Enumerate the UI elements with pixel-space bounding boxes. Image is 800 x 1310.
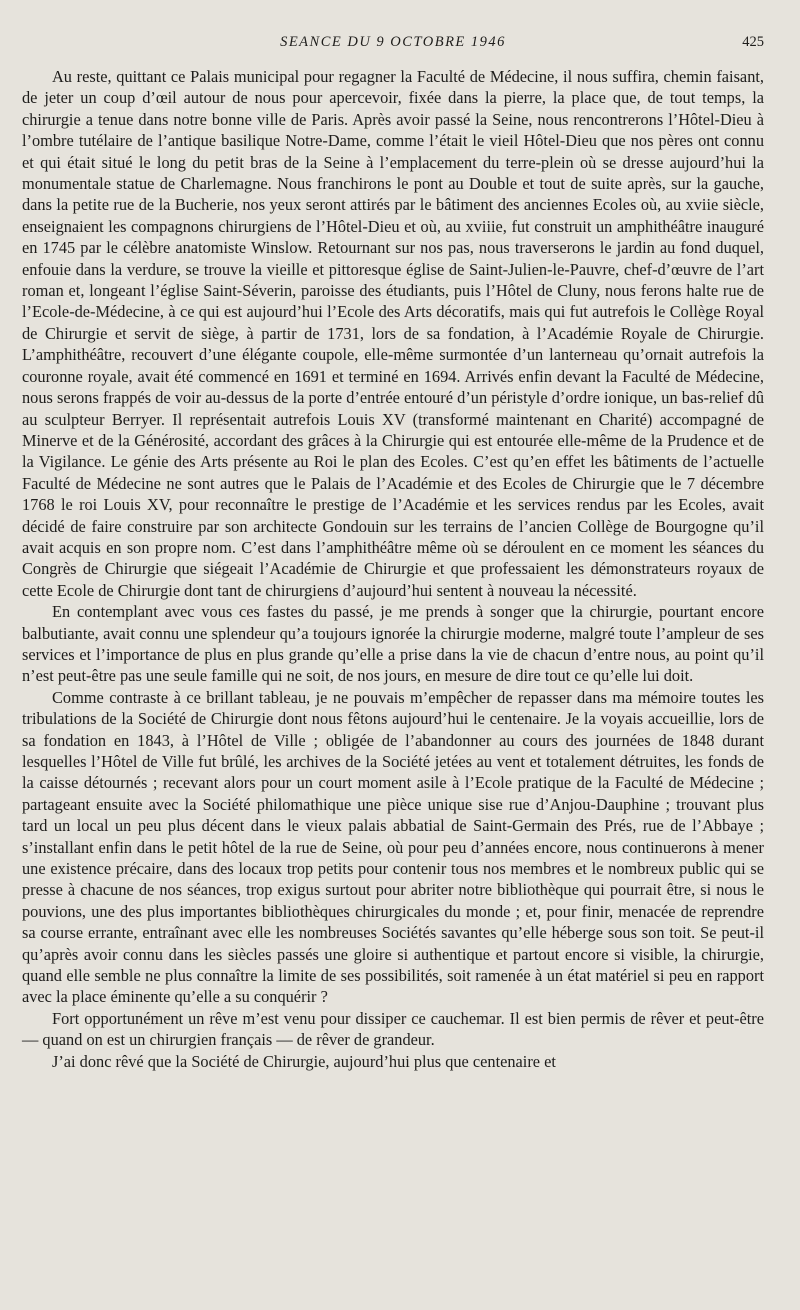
paragraph: J’ai donc rêvé que la Société de Chirurgie, aujourd’hui plus que centenaire et <box>52 1051 556 1071</box>
paragraph: En contemplant avec vous ces fastes du passé, je me prends à songer que la chirurgie, pourtant encore balbutiante, avait connu une splendeur qu’a toujours ignorée la chirurgie moderne, malgré toute l’ampleur de ses services et l’importance de plus en plus grande qu’elle a prise dans la vie de chacun d’entre nous, au point qu’il n’est peut-être pas une seule famille qui ne soit, de nos jours, en mesure de dire tout ce qu’elle lui doit. <box>22 602 764 686</box>
paragraph: Fort opportunément un rêve m’est venu pour dissiper ce cauchemar. Il est bien permis de rêver et peut-être — quand on est un chirurgien français — de rêver de grandeur. <box>22 1008 764 1050</box>
body-text <box>22 66 764 1072</box>
paragraph: Au reste, quittant ce Palais municipal pour regagner la Faculté de Médecine, il nous suffira, chemin faisant, de jeter un coup d’œil autour de nous pour apercevoir, fixée dans la pierre, la place que, de tout temps, la chirurgie a tenue dans notre bonne ville de Paris. Après avoir passé la Seine, nous rencontrerons l’Hôtel-Dieu à l’ombre tutélaire de l’antique basilique Notre-Dame, comme l’était le vieil Hôtel-Dieu que nos pères ont connu et qui était situé le long du petit bras de la Seine à l’emplacement du terre-plein où se dresse aujourd’hui la monumentale statue de Charlemagne. Nous franchirons le pont au Double et tout de suite après, sur la gauche, dans la petite rue de la Bucherie, nos yeux seront attirés par le bâtiment des anciennes Ecoles où, au xviie siècle, enseignaient les compagnons chirurgiens de l’Hôtel-Dieu et où, au xviiie, fut construit un amphithéâtre inauguré en 1745 par le célèbre anatomiste Winslow. Retournant sur nos pas, nous traverserons le jardin au fond duquel, enfouie dans la verdure, se trouve la vieille et pittoresque église de Saint-Julien-le-Pauvre, chef-d’œuvre de l’art roman et, longeant l’église Saint-Séverin, paroisse des étudiants, puis l’Hôtel de Cluny, nous ferons halte rue de l’Ecole-de-Médecine, à ce qui est aujourd’hui l’Ecole des Arts décoratifs, mais qui fut autrefois le Collège Royal de Chirurgie et servit de siège, à partir de 1731, lors de sa fondation, à l’Académie Royale de Chirurgie. L’amphithéâtre, recouvert d’une élégante coupole, elle-même surmontée d’un lanterneau qu’ornait autrefois la couronne royale, avait été commencé en 1691 et terminé en 1694. Arrivés enfin devant la Faculté de Médecine, nous serons frappés de voir au-dessus de la porte d’entrée entouré d’un péristyle d’ordre ionique, un bas-relief dû au sculpteur Berryer. Il représentait autrefois Louis XV (transformé maintenant en Charité) accompagné de Minerve et de la Générosité, accordant des grâces à la Chirurgie qui est entourée elle-même de la Prudence et de la Vigilance. Le génie des Arts présente au Roi le plan des Ecoles. C’est qu’en effet les bâtiments de l’actuelle Faculté de Médecine ne sont autres que le Palais de l’Académie et des Ecoles de Chirurgie que le 7 décembre 1768 le roi Louis XV, pour reconnaître le prestige de l’Académie et les services rendus par les Ecoles, avait décidé de faire construire par son architecte Gondouin sur les terrains de l’ancien Collège de Bourgogne qu’il avait acquis en son propre nom. C’est dans l’amphithéâtre même où se déroulent en ce moment les séances du Congrès de Chirurgie que siégeait l’Académie de Chirurgie et que professaient les démonstrateurs royaux de cette Ecole de Chirurgie dont tant de chirurgiens d’aujourd’hui sentent à nouveau la nécessité. <box>22 67 764 600</box>
running-title: SEANCE DU 9 OCTOBRE 1946 <box>280 34 506 50</box>
page-header <box>22 34 764 60</box>
paragraph: Comme contraste à ce brillant tableau, je ne pouvais m’empêcher de repasser dans ma mémoire toutes les tribulations de la Société de Chirurgie dont nous fêtons aujourd’hui le centenaire. Je la voyais accueillie, lors de sa fondation en 1843, à l’Hôtel de Ville ; obligée de l’abandonner au cours des journées de 1848 durant lesquelles l’Hôtel de Ville fut brûlé, les archives de la Société jetées au vent et totalement détruites, les fonds de la caisse détournés ; recevant alors pour un court moment asile à l’Ecole pratique de la Faculté de Médecine ; partageant ensuite avec la Société philomathique une pièce unique sise rue d’Anjou-Dauphine ; trouvant plus tard un local un peu plus décent dans le vieux palais abbatial de Saint-Germain des Prés, rue de l’Abbaye ; s’installant enfin dans le petit hôtel de la rue de Seine, où pour peu d’années encore, nous continuerons à mener une existence précaire, dans des locaux trop petits pour contenir tous nos membres et le nombreux public qui se presse à chacune de nos séances, trop exigus surtout pour abriter notre bibliothèque qui pourrait être, si nous le pouvions, une des plus importantes bibliothèques chirurgicales du monde ; et, pour finir, menacée de reprendre sa course errante, entraînant avec elle les nombreuses Sociétés savantes qu’elle héberge sous son toit. Se peut-il qu’après avoir connu dans les siècles passés une gloire si authentique et partout encore si visible, la chirurgie, quand elle semble ne plus connaître la limite de ses possibilités, soit ramenée à un état matériel si peu en rapport avec la place éminente qu’elle a su conquérir ? <box>22 687 764 1007</box>
page-number: 425 <box>742 34 764 50</box>
